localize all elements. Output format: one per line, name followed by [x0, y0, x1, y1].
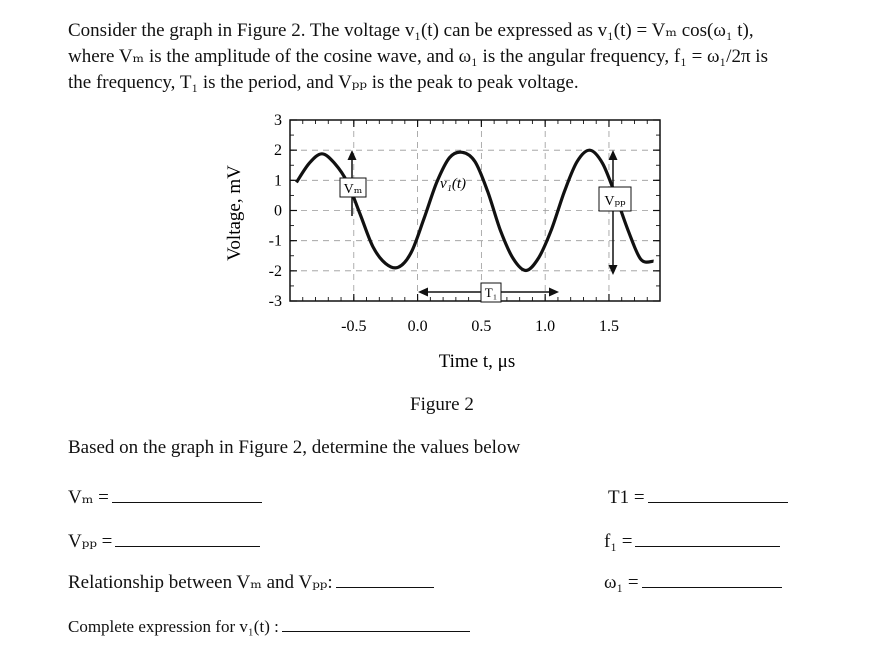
x-axis-label: Time t, μs [438, 351, 516, 372]
curve-label: v₁(t) [440, 176, 467, 192]
t1-answer-blank[interactable] [648, 484, 788, 503]
vm-answer-blank[interactable] [112, 484, 262, 503]
vm-label: Vₘ [343, 182, 363, 197]
t1-question-label: T1 = [608, 487, 645, 508]
relationship-question [68, 569, 434, 594]
expression-question-label: Complete expression for v₁(t) : [68, 617, 279, 636]
vpp-question-label: Vₚₚ = [68, 531, 113, 552]
period-annotation [418, 283, 559, 302]
arrow-down-icon [609, 265, 618, 275]
x-tick-label: -0.5 [341, 318, 367, 335]
y-tick-label: 3 [274, 112, 282, 129]
f1-answer-blank[interactable] [635, 528, 780, 547]
vm-question-label: Vₘ = [68, 487, 109, 508]
t1-question [608, 484, 788, 509]
y-tick-label: 0 [274, 202, 282, 220]
y-tick-label: 2 [274, 142, 282, 160]
y-axis-label: Voltage, mV [224, 165, 245, 261]
relationship-answer-blank[interactable] [336, 569, 434, 588]
w1-answer-blank[interactable] [642, 569, 782, 588]
f1-question-label: f₁ = [604, 531, 633, 552]
expression-answer-blank[interactable] [282, 613, 470, 632]
period-label: T₁ [484, 285, 498, 300]
vpp-answer-blank[interactable] [115, 528, 260, 547]
instruction-text: Based on the graph in Figure 2, determine the values below [68, 437, 521, 458]
figure-caption: Figure 2 [410, 394, 474, 415]
arrow-right-icon [549, 288, 559, 297]
vpp-question [68, 528, 260, 553]
expression-question [68, 613, 470, 637]
x-tick-label: 1.5 [598, 318, 619, 335]
relationship-question-label: Relationship between Vₘ and Vₚₚ: [68, 572, 333, 593]
x-tick-label: 0.5 [471, 318, 492, 335]
arrow-up-icon [348, 150, 357, 160]
problem-line-3: the frequency, T₁ is the period, and Vₚₚ is the peak to peak voltage. [68, 72, 579, 93]
problem-line-2: where Vₘ is the amplitude of the cosine wave, and ω₁ is the angular frequency, f₁ = ω₁/2π is [68, 46, 768, 67]
y-tick-label: -3 [268, 293, 282, 310]
vm-annotation [340, 150, 366, 216]
y-tick-label: -2 [268, 262, 282, 280]
vpp-label: Vₚₚ [604, 194, 626, 209]
problem-line-1: Consider the graph in Figure 2. The voltage v₁(t) can be expressed as v₁(t) = Vₘ cos(ω₁ t), [68, 20, 754, 41]
w1-question [604, 569, 782, 594]
vm-question [68, 484, 262, 509]
y-tick-label: -1 [268, 232, 282, 250]
y-tick-label: 1 [274, 172, 282, 190]
x-tick-label: 1.0 [535, 318, 556, 335]
arrow-up-icon [609, 150, 618, 160]
w1-question-label: ω₁ = [604, 572, 639, 593]
arrow-left-icon [418, 288, 428, 297]
x-tick-label: 0.0 [407, 318, 428, 335]
f1-question [604, 528, 780, 553]
